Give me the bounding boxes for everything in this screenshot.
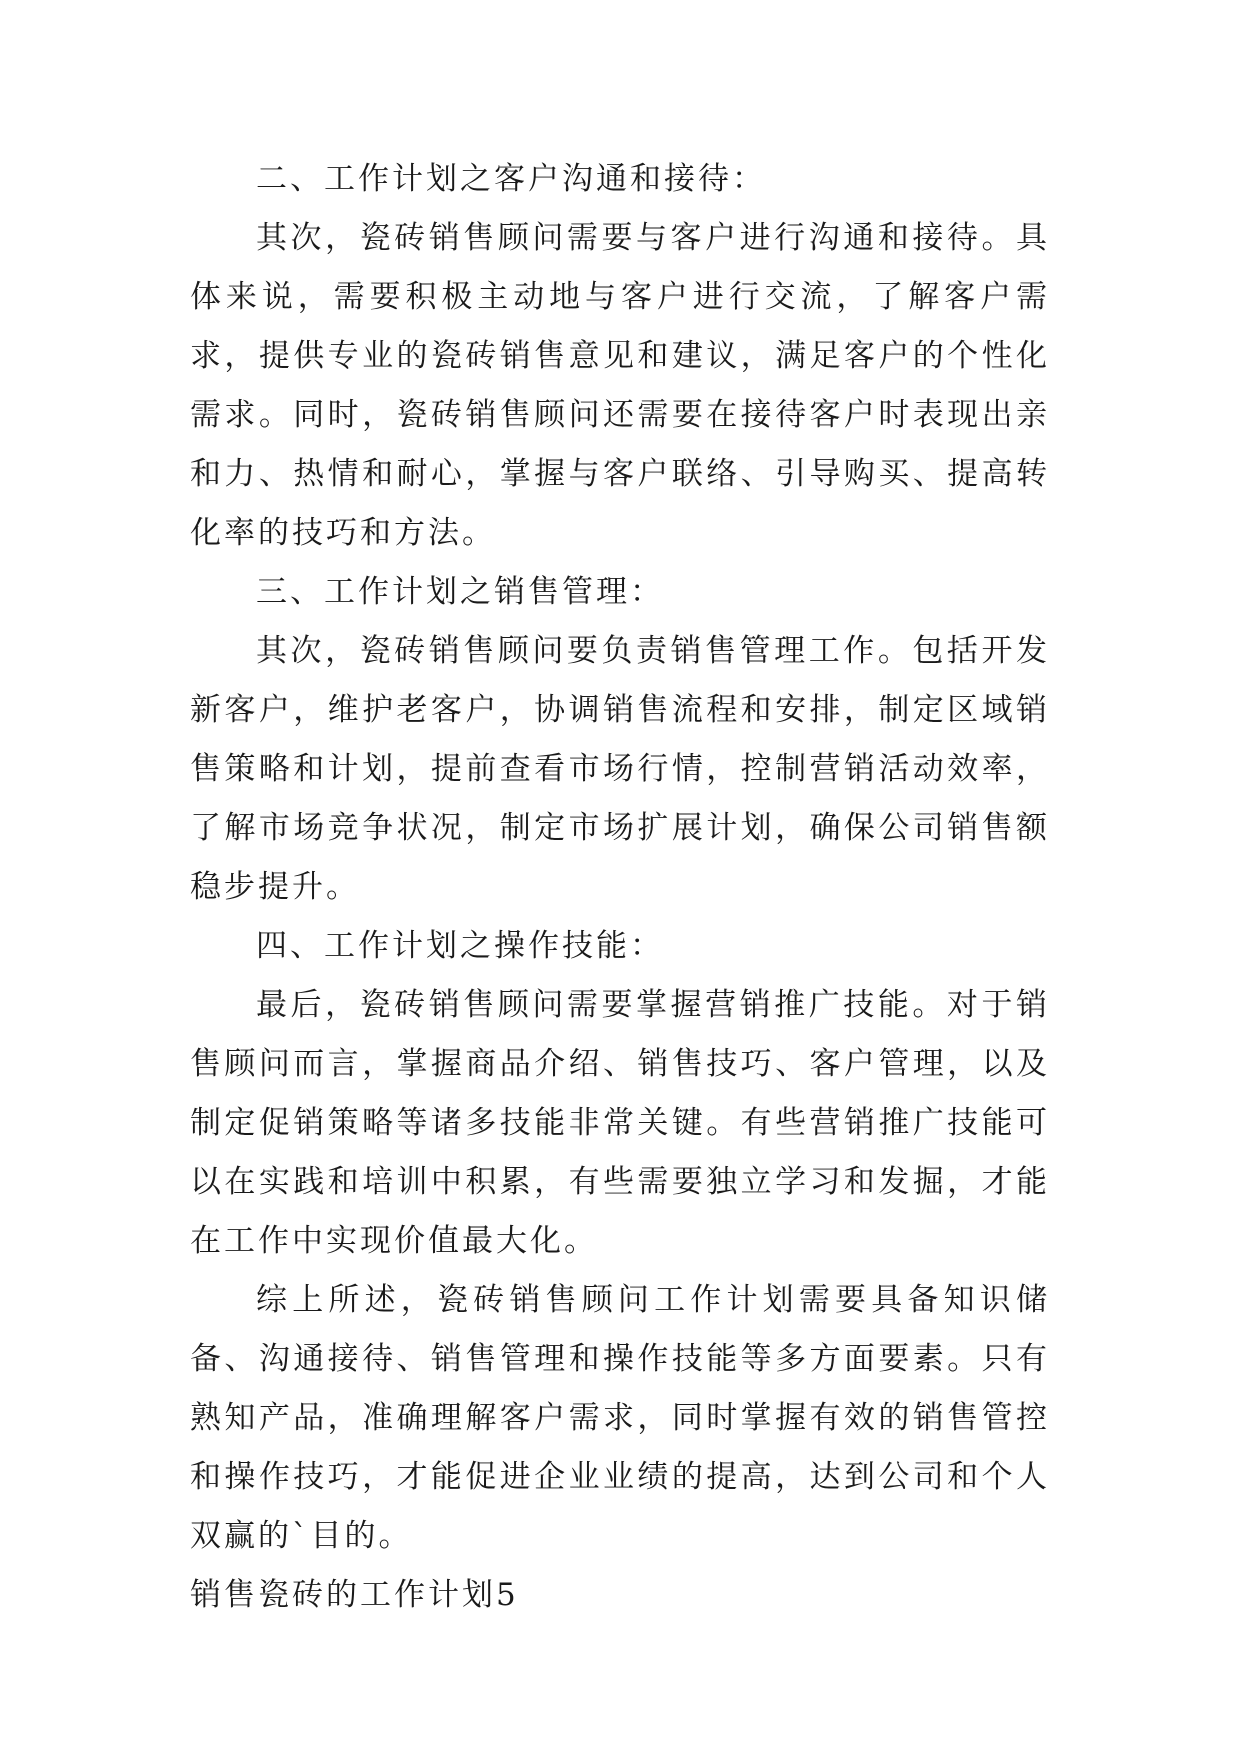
next-article-heading: 销售瓷砖的工作计划5	[190, 1577, 519, 1613]
paragraph-summary: 综上所述，瓷砖销售顾问工作计划需要具备知识储备、沟通接待、销售管理和操作技能等多方面要素。只有熟知产品，准确理解客户需求，同时掌握有效的销售管控和操作技巧，才能促进企业业绩的提高，达到公司和个人双赢的`目的。	[190, 1282, 1050, 1554]
paragraph-sales-management: 其次，瓷砖销售顾问要负责销售管理工作。包括开发新客户，维护老客户，协调销售流程和安排，制定区域销售策略和计划，提前查看市场行情，控制营销活动效率，了解市场竞争状况，制定市场扩展计划，确保公司销售额稳步提升。	[190, 633, 1050, 905]
section-heading-sales-management: 三、工作计划之销售管理：	[256, 574, 664, 610]
paragraph-customer-communication: 其次，瓷砖销售顾问需要与客户进行沟通和接待。具体来说，需要积极主动地与客户进行交流，了解客户需求，提供专业的瓷砖销售意见和建议，满足客户的个性化需求。同时，瓷砖销售顾问还需要在接待客户时表现出亲和力、热情和耐心，掌握与客户联络、引导购买、提高转化率的技巧和方法。	[190, 220, 1050, 551]
section-heading-customer-communication: 二、工作计划之客户沟通和接待：	[256, 161, 766, 197]
document-body	[190, 150, 1050, 1625]
section-heading-operation-skills: 四、工作计划之操作技能：	[256, 928, 664, 964]
paragraph-operation-skills: 最后，瓷砖销售顾问需要掌握营销推广技能。对于销售顾问而言，掌握商品介绍、销售技巧、客户管理，以及制定促销策略等诸多技能非常关键。有些营销推广技能可以在实践和培训中积累，有些需要独立学习和发掘，才能在工作中实现价值最大化。	[190, 987, 1050, 1259]
